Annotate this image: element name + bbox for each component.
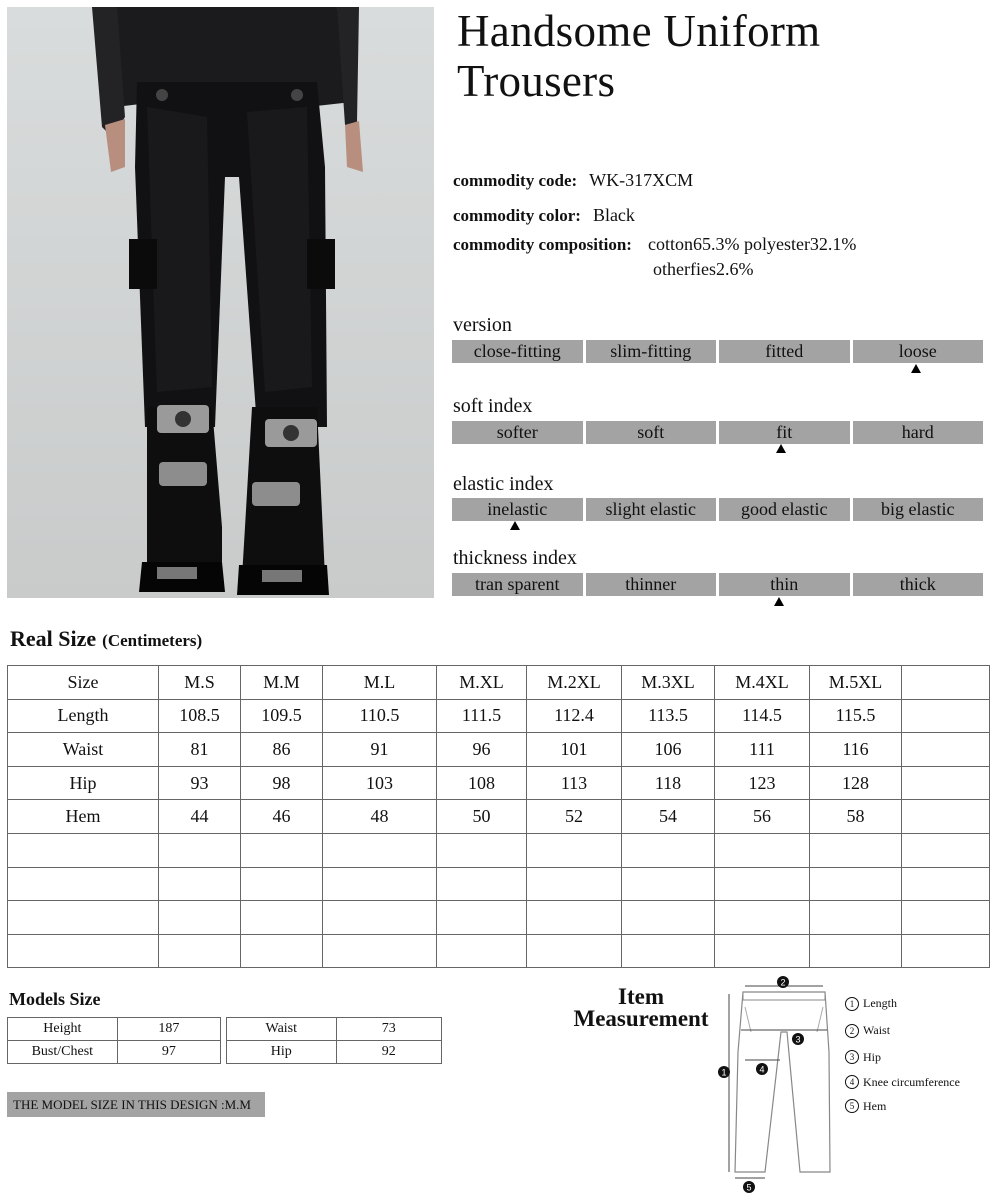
real-size-heading	[10, 626, 202, 652]
table-row	[8, 934, 990, 968]
table-cell	[437, 867, 527, 901]
table-cell: 128	[810, 766, 902, 800]
table-cell: 81	[159, 733, 241, 767]
table-cell: M.M	[241, 666, 323, 700]
table-cell: 113	[527, 766, 622, 800]
real-size-unit: (Centimeters)	[102, 631, 203, 650]
version-option: close-fitting	[452, 340, 583, 363]
thickness-index-option: thin	[719, 573, 850, 596]
commodity-composition-label: commodity composition:	[453, 235, 632, 254]
table-cell: Hem	[8, 800, 159, 834]
elastic-index-scale	[452, 498, 983, 521]
soft-index-option: hard	[853, 421, 984, 444]
table-row	[8, 1041, 221, 1064]
product-title	[457, 6, 977, 106]
thickness-index-title: thickness index	[453, 547, 577, 569]
table-cell	[902, 666, 990, 700]
legend-number: 5	[845, 1099, 859, 1113]
commodity-color-label: commodity color:	[453, 206, 581, 225]
table-cell: Hip	[227, 1041, 337, 1064]
table-cell: M.4XL	[715, 666, 810, 700]
table-cell: 112.4	[527, 699, 622, 733]
table-cell: 101	[527, 733, 622, 767]
table-cell	[323, 833, 437, 867]
table-cell	[902, 800, 990, 834]
table-cell: 116	[810, 733, 902, 767]
legend-item	[845, 1070, 960, 1094]
table-cell: 106	[622, 733, 715, 767]
table-cell: 97	[117, 1041, 220, 1064]
diagram-number: 4	[759, 1064, 765, 1075]
table-cell: 44	[159, 800, 241, 834]
elastic-index-option: good elastic	[719, 498, 850, 521]
table-cell: M.L	[323, 666, 437, 700]
table-cell	[715, 833, 810, 867]
table-cell: 111	[715, 733, 810, 767]
diagram-number: 5	[746, 1182, 752, 1193]
table-cell: M.XL	[437, 666, 527, 700]
elastic-index-title: elastic index	[453, 473, 554, 495]
table-cell	[622, 833, 715, 867]
table-cell	[810, 867, 902, 901]
table-cell	[527, 901, 622, 935]
table-cell: 111.5	[437, 699, 527, 733]
table-cell	[159, 934, 241, 968]
table-cell	[902, 699, 990, 733]
thickness-index-scale	[452, 573, 983, 596]
thickness-index-option: thinner	[586, 573, 717, 596]
table-cell: 187	[117, 1018, 220, 1041]
table-cell: 114.5	[715, 699, 810, 733]
table-cell	[715, 867, 810, 901]
table-row	[227, 1041, 442, 1064]
real-size-title: Real Size	[10, 626, 97, 651]
legend-number: 3	[845, 1050, 859, 1064]
table-cell: Hip	[8, 766, 159, 800]
table-cell	[527, 867, 622, 901]
legend-label: Hip	[863, 1049, 881, 1064]
commodity-composition-line1: cotton65.3% polyester32.1%	[647, 234, 857, 254]
thickness-index-option: thick	[853, 573, 984, 596]
table-cell	[622, 901, 715, 935]
commodity-color-value: Black	[592, 205, 635, 225]
version-selected-marker-icon	[911, 364, 921, 373]
table-cell	[159, 901, 241, 935]
thickness-index-selected-marker-icon	[774, 597, 784, 606]
table-cell	[902, 733, 990, 767]
soft-index-title: soft index	[453, 395, 533, 417]
legend-item	[845, 1044, 960, 1070]
table-cell	[8, 901, 159, 935]
commodity-composition-row	[453, 234, 856, 255]
commodity-code-label: commodity code:	[453, 171, 578, 190]
soft-index-option: soft	[586, 421, 717, 444]
table-cell: 93	[159, 766, 241, 800]
table-cell: 58	[810, 800, 902, 834]
legend-number: 1	[845, 997, 859, 1011]
table-row	[8, 867, 990, 901]
item-measurement-title-line2: Measurement	[573, 1006, 709, 1031]
table-cell: 91	[323, 733, 437, 767]
soft-index-option: softer	[452, 421, 583, 444]
table-row	[8, 699, 990, 733]
table-cell: Size	[8, 666, 159, 700]
table-cell: 113.5	[622, 699, 715, 733]
size-table	[7, 665, 990, 968]
table-cell	[241, 901, 323, 935]
table-cell	[437, 901, 527, 935]
table-cell: 109.5	[241, 699, 323, 733]
version-option: loose	[853, 340, 984, 363]
table-cell: Length	[8, 699, 159, 733]
soft-index-scale	[452, 421, 983, 444]
table-cell	[527, 833, 622, 867]
item-measurement-title	[560, 986, 722, 1030]
table-cell: 118	[622, 766, 715, 800]
table-cell: 46	[241, 800, 323, 834]
commodity-color-row	[453, 205, 635, 226]
table-cell: 50	[437, 800, 527, 834]
table-cell	[323, 901, 437, 935]
table-cell	[527, 934, 622, 968]
table-cell	[902, 901, 990, 935]
elastic-index-selected-marker-icon	[510, 521, 520, 530]
commodity-composition-line2: otherfies2.6%	[653, 259, 754, 279]
product-photo	[7, 7, 434, 598]
table-cell: Bust/Chest	[8, 1041, 118, 1064]
table-cell: 48	[323, 800, 437, 834]
table-row	[8, 901, 990, 935]
table-cell	[437, 833, 527, 867]
soft-index-option: fit	[719, 421, 850, 444]
diagram-number: 2	[780, 977, 786, 988]
item-measurement-title-line1: Item	[618, 984, 664, 1009]
table-row	[8, 733, 990, 767]
table-cell: 115.5	[810, 699, 902, 733]
table-cell	[241, 934, 323, 968]
trousers-model-image	[7, 7, 434, 598]
table-cell: 92	[336, 1041, 441, 1064]
table-cell	[715, 901, 810, 935]
table-cell	[810, 934, 902, 968]
table-row	[227, 1018, 442, 1041]
table-cell	[902, 934, 990, 968]
elastic-index-option: big elastic	[853, 498, 984, 521]
table-cell	[810, 901, 902, 935]
table-cell: Height	[8, 1018, 118, 1041]
table-cell: 52	[527, 800, 622, 834]
table-cell: M.S	[159, 666, 241, 700]
table-cell	[810, 833, 902, 867]
models-size-table-left	[7, 1017, 221, 1064]
table-cell	[902, 766, 990, 800]
table-cell: 123	[715, 766, 810, 800]
table-cell	[437, 934, 527, 968]
soft-index-selected-marker-icon	[776, 444, 786, 453]
table-cell: M.5XL	[810, 666, 902, 700]
legend-number: 4	[845, 1075, 859, 1089]
table-cell	[622, 934, 715, 968]
table-cell	[8, 833, 159, 867]
table-cell	[8, 934, 159, 968]
table-cell	[715, 934, 810, 968]
table-cell: 86	[241, 733, 323, 767]
table-cell	[622, 867, 715, 901]
commodity-code-row	[453, 170, 693, 191]
elastic-index-option: inelastic	[452, 498, 583, 521]
product-title-line2: Trousers	[457, 56, 616, 106]
table-cell: 108	[437, 766, 527, 800]
diagram-number: 1	[721, 1067, 727, 1078]
version-scale	[452, 340, 983, 363]
table-cell	[241, 833, 323, 867]
table-row	[8, 1018, 221, 1041]
legend-item	[845, 1017, 960, 1044]
table-cell: Waist	[8, 733, 159, 767]
table-cell	[902, 833, 990, 867]
version-title: version	[453, 314, 512, 336]
table-cell	[323, 867, 437, 901]
product-title-line1: Handsome Uniform	[457, 6, 821, 56]
legend-item	[845, 990, 960, 1017]
table-cell	[241, 867, 323, 901]
legend-label: Hem	[863, 1098, 887, 1113]
elastic-index-option: slight elastic	[586, 498, 717, 521]
trousers-measurement-diagram	[705, 972, 835, 1194]
table-row	[8, 833, 990, 867]
legend-number: 2	[845, 1024, 859, 1038]
table-cell	[159, 867, 241, 901]
models-size-table-right	[226, 1017, 442, 1064]
diagram-number: 3	[795, 1034, 801, 1045]
models-size-title: Models Size	[9, 989, 101, 1009]
table-cell: 108.5	[159, 699, 241, 733]
table-cell: M.2XL	[527, 666, 622, 700]
table-cell	[8, 867, 159, 901]
table-cell	[323, 934, 437, 968]
measurement-legend	[845, 990, 960, 1118]
table-cell: 54	[622, 800, 715, 834]
table-header-row	[8, 666, 990, 700]
table-row	[8, 800, 990, 834]
table-cell: M.3XL	[622, 666, 715, 700]
version-option: fitted	[719, 340, 850, 363]
table-cell: 56	[715, 800, 810, 834]
version-option: slim-fitting	[586, 340, 717, 363]
model-size-note: THE MODEL SIZE IN THIS DESIGN :M.M	[7, 1092, 265, 1117]
table-cell: Waist	[227, 1018, 337, 1041]
legend-item	[845, 1094, 960, 1118]
thickness-index-option: tran sparent	[452, 573, 583, 596]
table-cell: 103	[323, 766, 437, 800]
table-cell: 110.5	[323, 699, 437, 733]
commodity-code-value: WK-317XCM	[589, 170, 694, 190]
legend-label: Waist	[863, 1023, 891, 1037]
table-cell	[902, 867, 990, 901]
table-cell: 73	[336, 1018, 441, 1041]
legend-label: Length	[863, 996, 897, 1010]
table-cell	[159, 833, 241, 867]
table-row	[8, 766, 990, 800]
table-cell: 96	[437, 733, 527, 767]
table-cell: 98	[241, 766, 323, 800]
legend-label: Knee circumference	[863, 1074, 960, 1089]
